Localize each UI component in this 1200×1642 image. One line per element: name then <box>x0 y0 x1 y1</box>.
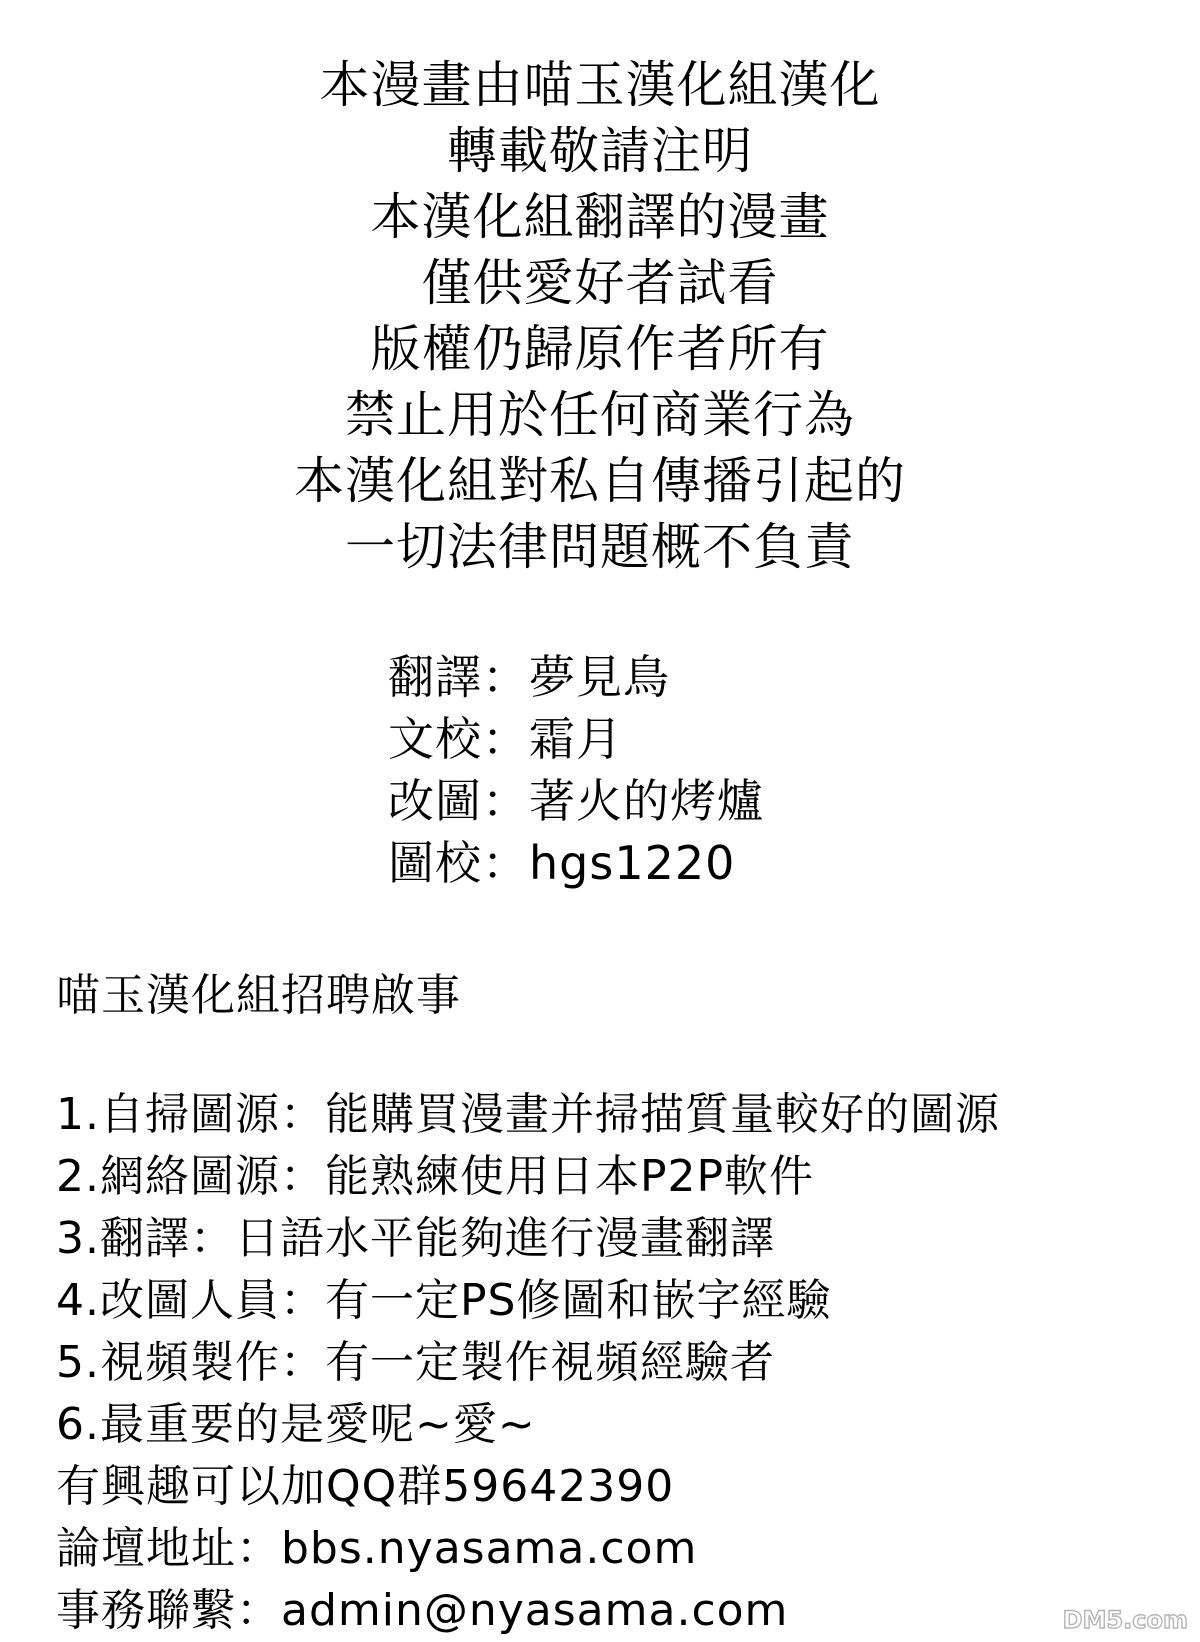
recruit-item: 5.視頻製作：有一定製作視頻經驗者 <box>56 1337 775 1388</box>
credit-editing: 改圖：著火的烤爐 <box>388 774 764 828</box>
notice-line: 禁止用於任何商業行為 <box>345 386 855 444</box>
recruit-item: 2.網絡圖源：能熟練使用日本P2P軟件 <box>56 1151 815 1202</box>
copyright-notice <box>0 52 1200 580</box>
dm5-watermark-logo <box>1050 1600 1190 1634</box>
watermark-logo-icon <box>1054 1602 1190 1634</box>
credit-image-check: 圖校：hgs1220 <box>388 836 736 890</box>
credit-translation: 翻譯：夢見鳥 <box>388 650 670 704</box>
notice-line: 版權仍歸原作者所有 <box>370 320 830 378</box>
recruit-item: 6.最重要的是愛呢~愛~ <box>56 1399 536 1450</box>
notice-line: 僅供愛好者試看 <box>421 254 779 312</box>
staff-credits <box>388 646 764 894</box>
recruit-item: 3.翻譯：日語水平能夠進行漫畫翻譯 <box>56 1213 775 1264</box>
notice-line: 轉載敬請注明 <box>447 122 753 180</box>
notice-line: 本漫畫由喵玉漢化組漢化 <box>319 56 881 114</box>
svg-text:DM5.com: DM5.com <box>1062 1606 1188 1634</box>
notice-line: 本漢化組對私自傳播引起的 <box>294 452 906 510</box>
recruitment-list <box>56 1084 1000 1642</box>
notice-line: 一切法律問題概不負責 <box>345 518 855 576</box>
contact-email: 事務聯繫：admin@nyasama.com <box>56 1585 789 1636</box>
recruitment-title: 喵玉漢化組招聘啟事 <box>56 970 461 1021</box>
notice-line: 本漢化組翻譯的漫畫 <box>370 188 830 246</box>
contact-forum-address: 論壇地址：bbs.nyasama.com <box>56 1523 698 1574</box>
recruit-item: 4.改圖人員：有一定PS修圖和嵌字經驗 <box>56 1275 832 1326</box>
credit-proofreading: 文校：霜月 <box>388 712 623 766</box>
contact-qq-group: 有興趣可以加QQ群59642390 <box>56 1461 675 1512</box>
recruit-item: 1.自掃圖源：能購買漫畫并掃描質量較好的圖源 <box>56 1089 1000 1140</box>
